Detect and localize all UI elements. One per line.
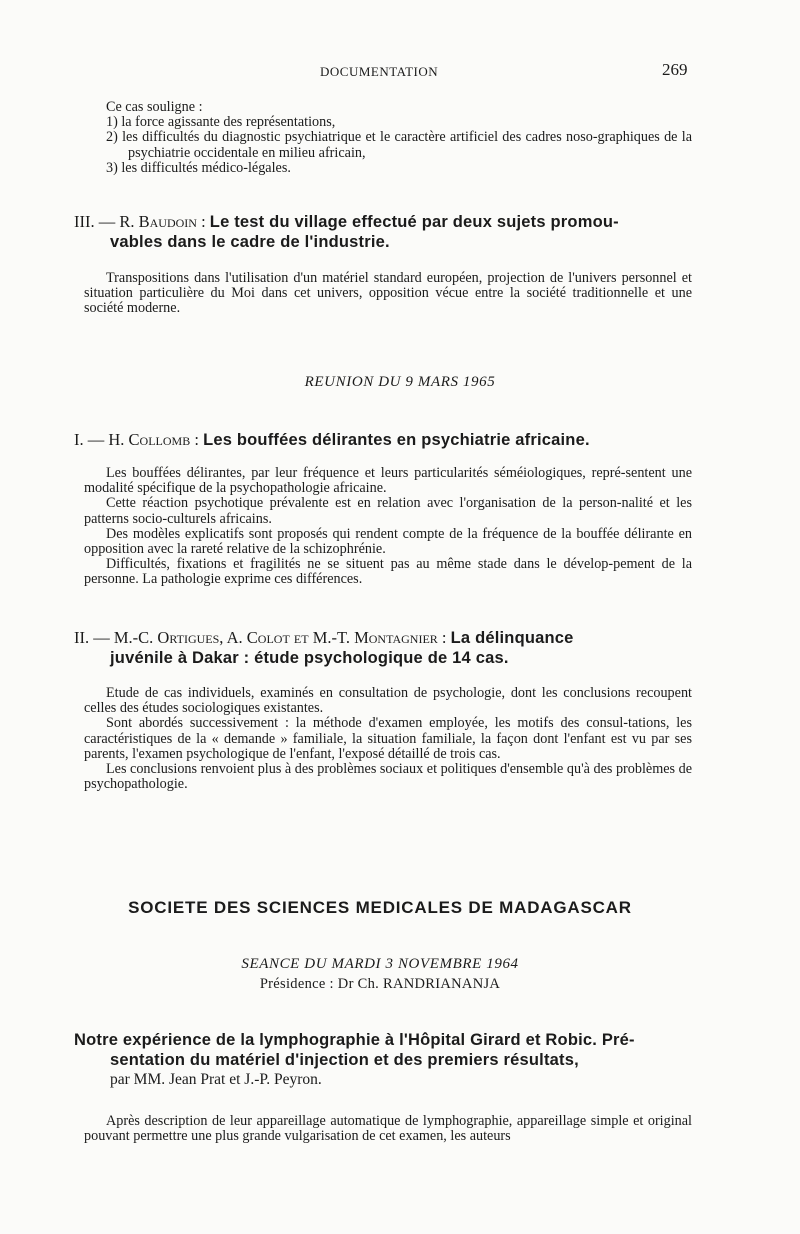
meeting-date: REUNION DU 9 MARS 1965 — [304, 374, 496, 390]
session-date: SEANCE DU MARDI 3 NOVEMBRE 1964 — [241, 956, 519, 972]
section-3-number: III. — [74, 212, 95, 231]
running-title: DOCUMENTATION — [320, 64, 439, 79]
section-2-body — [84, 686, 692, 792]
section-1-paragraph: Les bouffées délirantes, par leur fréquence et leurs particularités séméiologiques, repré-sentent une modalité spécifique de la psychopathologie africaine. — [84, 465, 692, 497]
section-2-authors: M.-C. Ortigues, A. Colot et M.-T. Montagnier — [113, 628, 438, 647]
section-1-colon: : — [194, 430, 199, 449]
section-1-paragraph: Difficultés, fixations et fragilités ne se situent pas au même stade dans le dévelop-pement de la personne. La pathologie exprime ces différences. — [84, 556, 692, 588]
section-3-title-line-2: vables dans le cadre de l'industrie. — [110, 233, 390, 251]
section-2-paragraph: Etude de cas individuels, examinés en consultation de psychologie, dont les conclusions recoupent celles des études sociologiques existantes. — [84, 685, 692, 717]
section-3-author: R. Baudoin — [119, 212, 197, 231]
section-2-colon: : — [441, 628, 447, 647]
intro-lead: Ce cas souligne : — [106, 99, 203, 115]
intro-item-1: 1) la force agissante des représentations, — [106, 114, 336, 131]
section-2-paragraph: Sont abordés successivement : la méthode d'examen employée, les motifs des consul-tations, les caractéristiques de la « demande » familiale, la situation familiale, la façon dont l'enfant est vu par ses parents, l'examen psychologique de l'enfant, l'exposé détaillé de trois cas. — [84, 715, 692, 762]
intro-block — [106, 100, 692, 176]
society-title: SOCIETE DES SCIENCES MEDICALES DE MADAGASCAR — [128, 898, 632, 917]
section-3-paragraph: Transpositions dans l'utilisation d'un matériel standard européen, projection de l'univers personnel et situation particulière du Moi dans cet univers, opposition vécue entre la société traditionnelle et une société moderne. — [84, 270, 692, 317]
section-2-number: II. — [74, 628, 90, 647]
section-1-dash: — — [87, 430, 105, 449]
section-1-body — [84, 466, 692, 588]
section-2-paragraph: Les conclusions renvoient plus à des problèmes sociaux et politiques d'ensemble qu'à des problèmes de psychopathologie. — [84, 761, 692, 793]
article-body — [84, 1114, 692, 1144]
intro-item-3: 3) les difficultés médico-légales. — [106, 159, 291, 176]
article-paragraph: Après description de leur appareillage automatique de lymphographie, appareillage simple et original pouvant permettre une plus grande vulgarisation de cet examen, les auteurs — [84, 1113, 692, 1145]
section-2-heading — [74, 628, 694, 668]
section-2-title-line-2: juvénile à Dakar : étude psychologique de 14 cas. — [110, 649, 509, 667]
article-title-line-1: Notre expérience de la lymphographie à l'Hôpital Girard et Robic. Pré- — [74, 1031, 635, 1049]
presidency: Présidence : Dr Ch. RANDRIANANJA — [259, 976, 501, 992]
section-1-paragraph: Des modèles explicatifs sont proposés qui rendent compte de la fréquence de la bouffée délirante en opposition avec la rareté relative de la schizophrénie. — [84, 525, 692, 558]
section-1-number: I. — [74, 430, 84, 449]
page-number: 269 — [662, 60, 688, 79]
intro-item-2: 2) les difficultés du diagnostic psychiatrique et le caractère artificiel des cadres noso-graphiques de la psychiatrie occidentale en milieu africain, — [106, 129, 692, 161]
section-2-title-line-1: La délinquance — [450, 629, 574, 647]
section-1-author: H. Collomb — [108, 430, 191, 449]
section-1-paragraph: Cette réaction psychotique prévalente est en relation avec l'organisation de la person-nalité et les patterns socio-culturels africains. — [84, 495, 692, 527]
section-3-title-line-1: Le test du village effectué par deux sujets promou- — [209, 213, 619, 231]
article-byline: par MM. Jean Prat et J.-P. Peyron. — [110, 1071, 322, 1088]
article-heading — [74, 1030, 694, 1090]
section-3-body — [84, 270, 692, 317]
section-2-dash: — — [93, 628, 110, 647]
section-1-heading — [74, 430, 694, 450]
section-3-dash: — — [98, 212, 116, 231]
section-3-heading — [74, 212, 694, 252]
section-1-title: Les bouffées délirantes en psychiatrie africaine. — [203, 431, 590, 449]
article-title-line-2: sentation du matériel d'injection et des premiers résultats, — [110, 1051, 579, 1069]
section-3-colon: : — [201, 212, 206, 231]
